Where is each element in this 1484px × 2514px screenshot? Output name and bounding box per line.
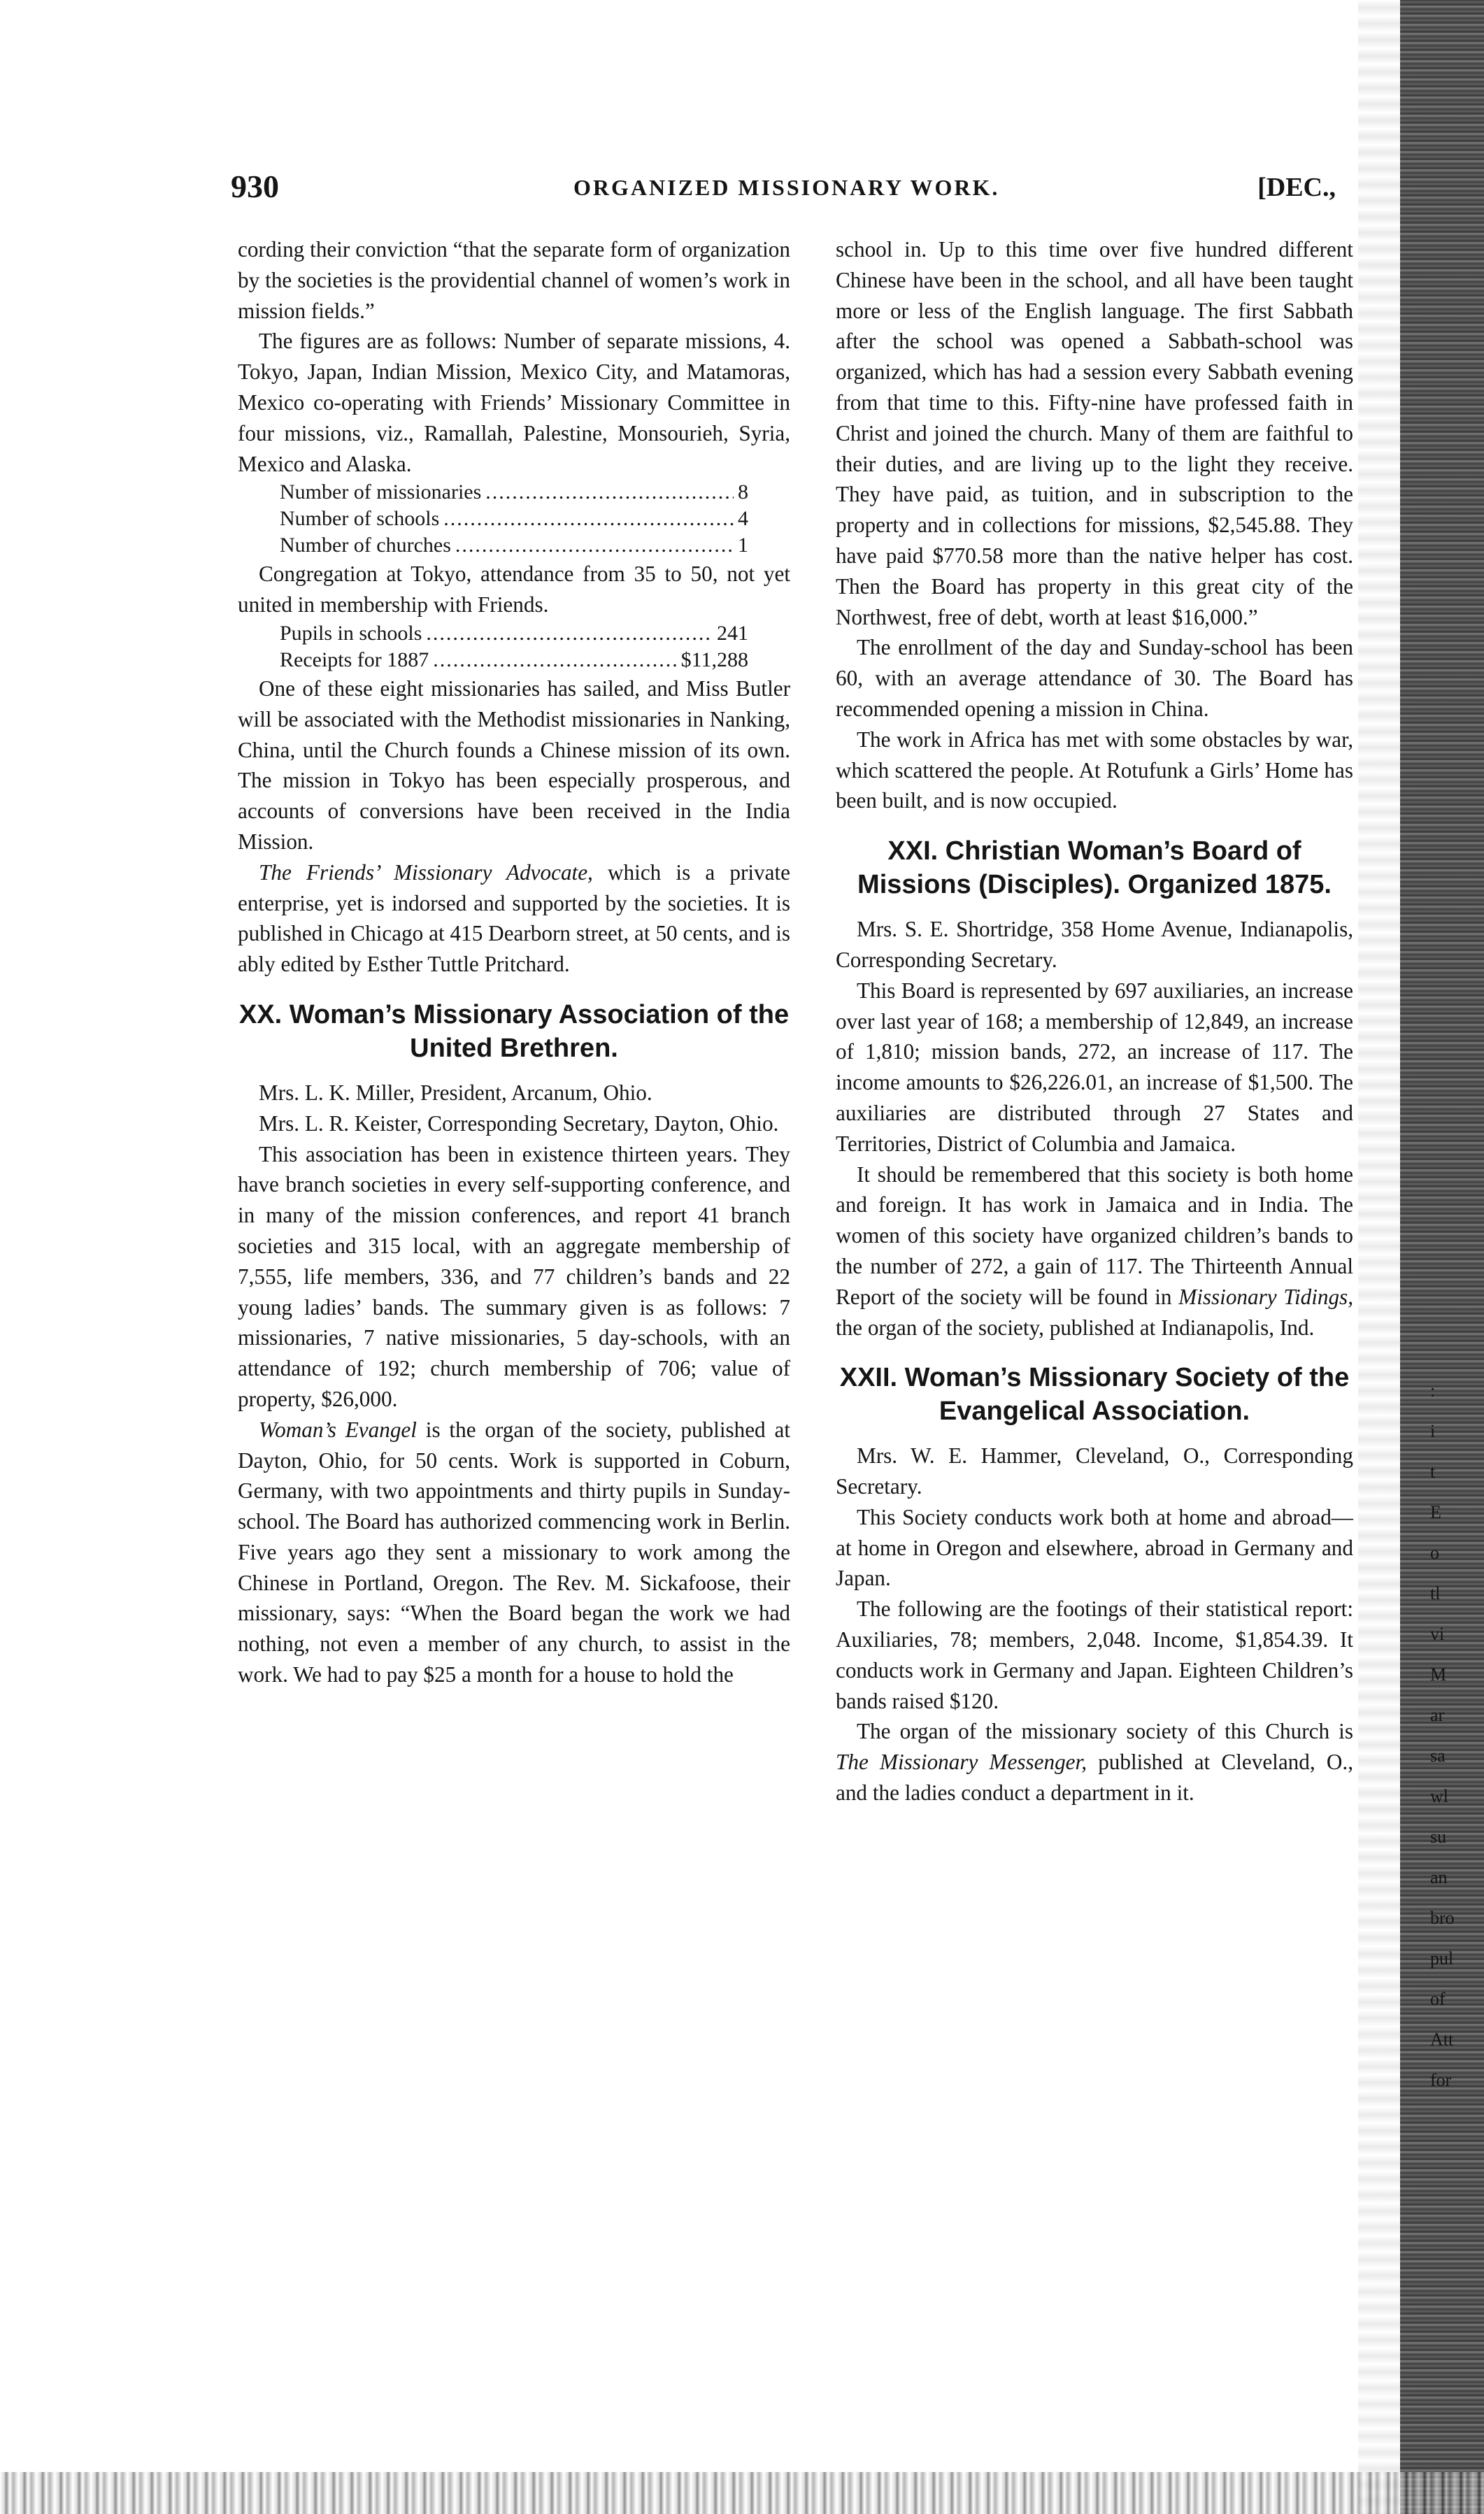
paragraph-text: It should be remembered that this society is both home and foreign. It has work in Jamaica and in India. The women of this society have organized children’s bands to the number of 272, a gain of 117. The Thirteenth Annual Report of the society will be found in xyxy=(836,1162,1353,1309)
paragraph-text: which is a private enterprise, yet is indorsed and supported by the societies. It is published in Chicago at 415 Dearborn street, at 50 cents, and is ably edited by Esther Tuttle Pritchard. xyxy=(238,859,790,977)
paragraph: This Board is represented by 697 auxiliaries, an increase over last year of 168; a membership of 12,849, an increase of 1,810; mission bands, 272, an increase of 117. The income amounts to $26,226.01, an increase of $1,500. The auxiliaries are distributed through 27 States and Territories, District of Columbia and Jamaica. xyxy=(836,978,1353,1156)
leader-dots xyxy=(433,647,676,673)
statistics-list xyxy=(238,620,790,673)
fragment: su xyxy=(1430,1827,1447,1847)
section-heading-xxii: XXII. Woman’s Missionary Society of the Evangelical Association. xyxy=(839,1363,1350,1427)
leader-dots xyxy=(426,620,713,647)
stat-row xyxy=(280,532,748,559)
stat-label: Number of churches xyxy=(280,534,451,557)
fragment: E xyxy=(1430,1502,1441,1522)
paragraph xyxy=(238,857,790,980)
officer-line: Mrs. S. E. Shortridge, 358 Home Avenue, Indianapolis, Corresponding Secretary. xyxy=(836,917,1353,972)
fragment: wl xyxy=(1430,1786,1448,1806)
running-date: [DEC., xyxy=(1257,173,1336,202)
right-column xyxy=(836,234,1353,1808)
page-number: 930 xyxy=(231,169,279,204)
publication-title: The Friends’ Missionary Advocate, xyxy=(259,859,593,885)
leader-dots xyxy=(455,532,734,559)
leader-dots xyxy=(443,506,734,532)
paragraph-text: published at Cleveland, O., and the ladies conduct a department in it. xyxy=(836,1750,1353,1806)
scan-bottom-edge xyxy=(0,2472,1484,2514)
stat-value: 4 xyxy=(738,507,748,531)
fragment: M xyxy=(1430,1664,1447,1685)
fragment: i xyxy=(1430,1421,1436,1441)
paragraph xyxy=(238,1415,790,1690)
fragment: for xyxy=(1430,2070,1452,2090)
paragraph xyxy=(836,1159,1353,1343)
fragment: ar xyxy=(1430,1705,1445,1725)
stat-value: 241 xyxy=(717,621,748,645)
stat-row xyxy=(280,620,748,647)
facing-page-fragments xyxy=(1430,1371,1465,2101)
paragraph: Congregation at Tokyo, attendance from 35 to 50, not yet united in membership with Friends. xyxy=(238,562,790,617)
stat-value: 8 xyxy=(738,480,748,504)
stat-label: Number of schools xyxy=(280,507,440,531)
officer-line: Mrs. L. K. Miller, President, Arcanum, Ohio. xyxy=(259,1080,652,1105)
officer-line: Mrs. L. R. Keister, Corresponding Secretary, Dayton, Ohio. xyxy=(259,1110,779,1136)
book-spine-edge xyxy=(1400,0,1484,2514)
publication-title: Missionary Tidings, xyxy=(1178,1284,1353,1309)
paragraph-text: is the organ of the society, published at Dayton, Ohio, for 50 cents. Work is supported in Coburn, Germany, with two appointments and thirty pupils in Sunday-school. The Board has authorized commencing work in Berlin. Five years ago they sent a missionary to work among the Chinese in Portland, Oregon. The Rev. M. Sickafoose, their missionary, says: “When the Board began the work we had nothing, not even a member of any church, to assist in the work. We had to pay $25 a month for a house to hold the xyxy=(238,1417,790,1687)
paragraph: The work in Africa has met with some obstacles by war, which scattered the people. At Rotufunk a Girls’ Home has been built, and is now occupied. xyxy=(836,727,1353,813)
paragraph: The figures are as follows: Number of separate missions, 4. Tokyo, Japan, Indian Mission, Mexico City, and Matamoras, Mexico co-operating with Friends’ Missionary Committee in four missions, viz., Ramallah, Palestine, Monsourieh, Syria, Mexico and Alaska. xyxy=(238,329,790,476)
stat-row xyxy=(280,506,748,532)
fragment: pul xyxy=(1430,1948,1454,1969)
page-gutter-shadow xyxy=(1358,0,1400,2514)
stat-label: Pupils in schools xyxy=(280,621,422,645)
stat-row xyxy=(280,647,748,673)
fragment: vi xyxy=(1430,1624,1445,1644)
publication-title: The Missionary Messenger, xyxy=(836,1750,1087,1775)
fragment: of xyxy=(1430,1989,1446,2009)
paragraph xyxy=(836,1716,1353,1808)
fragment: sa xyxy=(1430,1745,1446,1766)
stat-value: 1 xyxy=(738,534,748,557)
fragment: o xyxy=(1430,1543,1439,1563)
fragment: t xyxy=(1430,1462,1436,1482)
fragment: Att xyxy=(1430,2029,1454,2050)
paragraph: cording their conviction “that the separate form of organization by the societies is the providential channel of women’s work in mission fields.” xyxy=(238,237,790,323)
statistics-list xyxy=(238,479,790,559)
stat-row xyxy=(280,479,748,506)
fragment: tl xyxy=(1430,1583,1441,1604)
officer-line: Mrs. W. E. Hammer, Cleveland, O., Corresponding Secretary. xyxy=(836,1443,1353,1499)
stat-value: $11,288 xyxy=(680,648,748,671)
publication-title: Woman’s Evangel xyxy=(259,1417,417,1442)
paragraph: This Society conducts work both at home and abroad—at home in Oregon and elsewhere, abroad in Germany and Japan. xyxy=(836,1504,1353,1591)
section-heading-xxi: XXI. Christian Woman’s Board of Missions (Disciples). Organized 1875. xyxy=(857,836,1332,900)
running-title: ORGANIZED MISSIONARY WORK. xyxy=(573,175,1000,200)
paragraph: One of these eight missionaries has sailed, and Miss Butler will be associated with the Methodist missionaries in Nanking, China, until the Church founds a Chinese mission of its own. The mission in Tokyo has been especially prosperous, and accounts of conversions have been received in the India Mission. xyxy=(238,676,790,854)
fragment: an xyxy=(1430,1867,1448,1887)
paragraph: The enrollment of the day and Sunday-school has been 60, with an average attendance of 30. The Board has recommended opening a mission in China. xyxy=(836,635,1353,721)
stat-label: Receipts for 1887 xyxy=(280,648,429,671)
section-heading-xx: XX. Woman’s Missionary Association of the United Brethren. xyxy=(238,999,790,1063)
paragraph-text: the organ of the society, published at Indianapolis, Ind. xyxy=(836,1315,1315,1340)
leader-dots xyxy=(485,479,734,506)
fragment: : xyxy=(1430,1380,1436,1401)
paragraph-text: The organ of the missionary society of this Church is xyxy=(857,1719,1353,1744)
paragraph: This association has been in existence thirteen years. They have branch societies in every self-supporting conference, and in many of the mission conferences, and report 41 branch societies and 315 local, with an aggregate membership of 7,555, life members, 336, and 77 children’s bands and 22 young ladies’ bands. The summary given is as follows: 7 missionaries, 7 native missionaries, 5 day-schools, with an attendance of 192; church membership of 706; value of property, $26,000. xyxy=(238,1141,790,1411)
page-header xyxy=(231,168,1336,217)
paragraph: school in. Up to this time over five hundred different Chinese have been in the school, and all have been taught more or less of the English language. The first Sabbath after the school was opened a Sabbath-school was organized, which has had a session every Sabbath evening from that time to this. Fifty-nine have professed faith in Christ and joined the church. Many of them are faithful to their duties, and are living up to the light they receive. They have paid, as tuition, and in subscription to the property and in collections for missions, $2,545.88. They have paid $770.58 more than the native helper has cost. Then the Board has property in this great city of the Northwest, free of debt, worth at least $16,000.” xyxy=(836,237,1353,629)
stat-label: Number of missionaries xyxy=(280,480,482,504)
fragment: bro xyxy=(1430,1908,1455,1928)
paragraph: The following are the footings of their statistical report: Auxiliaries, 78; members, 2,048. Income, $1,854.39. It conducts work in Germany and Japan. Eighteen Children’s bands raised $120. xyxy=(836,1597,1353,1713)
left-column xyxy=(238,234,790,1690)
